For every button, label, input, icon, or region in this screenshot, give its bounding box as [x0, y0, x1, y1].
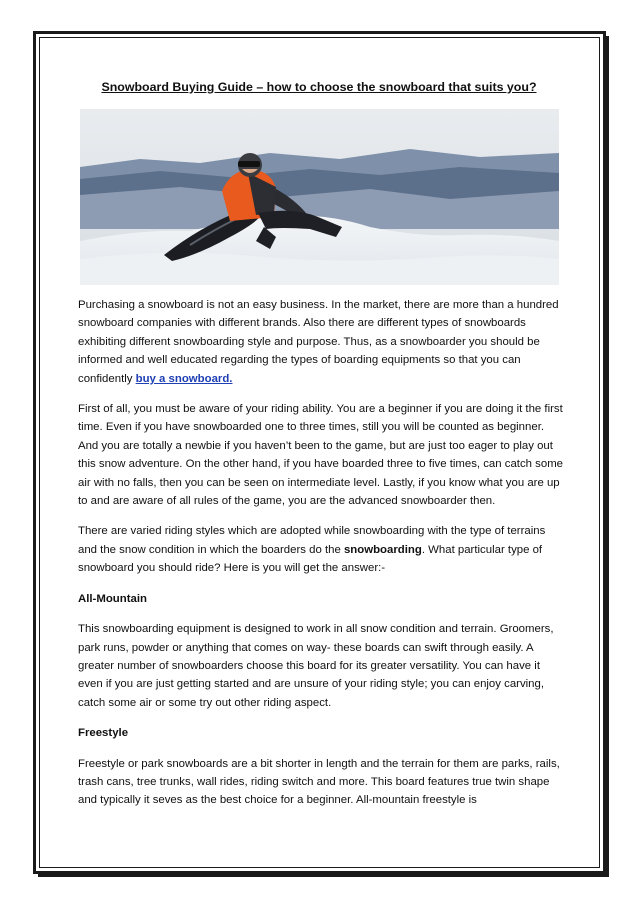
all-mountain-paragraph: This snowboarding equipment is designed to work in all snow condition and terrain. Groomers, park runs, powder or anything that comes on way- these boards can swift through easily. A greater number of snowboarders choose this board for its greater versatility. You can have it even if you are just getting started and are unsure of your riding style; you can enjoy carving, catch some air or some try out other riding aspect. — [78, 623, 554, 709]
styles-bold-term: snowboarding — [343, 543, 422, 556]
freestyle-paragraph: Freestyle or park snowboards are a bit shorter in length and the terrain for them are parks, rails, trash cans, tree trunks, wall rides, riding switch and more. This board features true twin shape and typically it seves as the best choice for a beginner. All-mountain freestyle is — [78, 757, 560, 807]
freestyle-heading: Freestyle — [78, 727, 129, 740]
intro-text: Purchasing a snowboard is not an easy business. In the market, there are more than a hundred snowboard companies with different brands. Also there are different types of snowboards exhibiting different snowboarding style and purpose. Thus, as a snowboarder you should be informed and well educated regarding the types of boarding equipments so that you can confidently — [78, 299, 559, 385]
page-border-shadow-bottom — [38, 874, 609, 877]
article-title: Snowboard Buying Guide – how to choose the snowboard that suits you? — [101, 80, 537, 94]
riding-styles-paragraph — [78, 522, 564, 577]
intro-paragraph — [78, 296, 564, 388]
buy-snowboard-link[interactable]: buy a snowboard. — [135, 372, 233, 385]
all-mountain-heading: All-Mountain — [78, 592, 147, 605]
styles-text-before: There are varied riding styles which are adopted while snowboarding with the type of terrains and the snow condition in which the boarders do the — [78, 525, 546, 556]
ability-paragraph: First of all, you must be aware of your riding ability. You are a beginner if you are doing it the first time. Even if you have snowboarded one to three times, still you will be counted as beginner. And you are totally a newbie if you haven’t been to the game, but are just too eager to play out this snow adventure. On the other hand, if you have boarded three to five times, can catch some air with no falls, then you can be seen on intermediate level. Lastly, if you know what you are up to and are aware of all rules of the game, you are the advanced snowboarder then. — [78, 403, 564, 508]
article-body — [78, 296, 564, 822]
page-border-shadow-right — [606, 36, 609, 877]
snowboarder-photo — [80, 109, 559, 285]
styles-text-after: . What particular type of snowboard you should ride? Here is you will get the answer:- — [78, 543, 543, 575]
